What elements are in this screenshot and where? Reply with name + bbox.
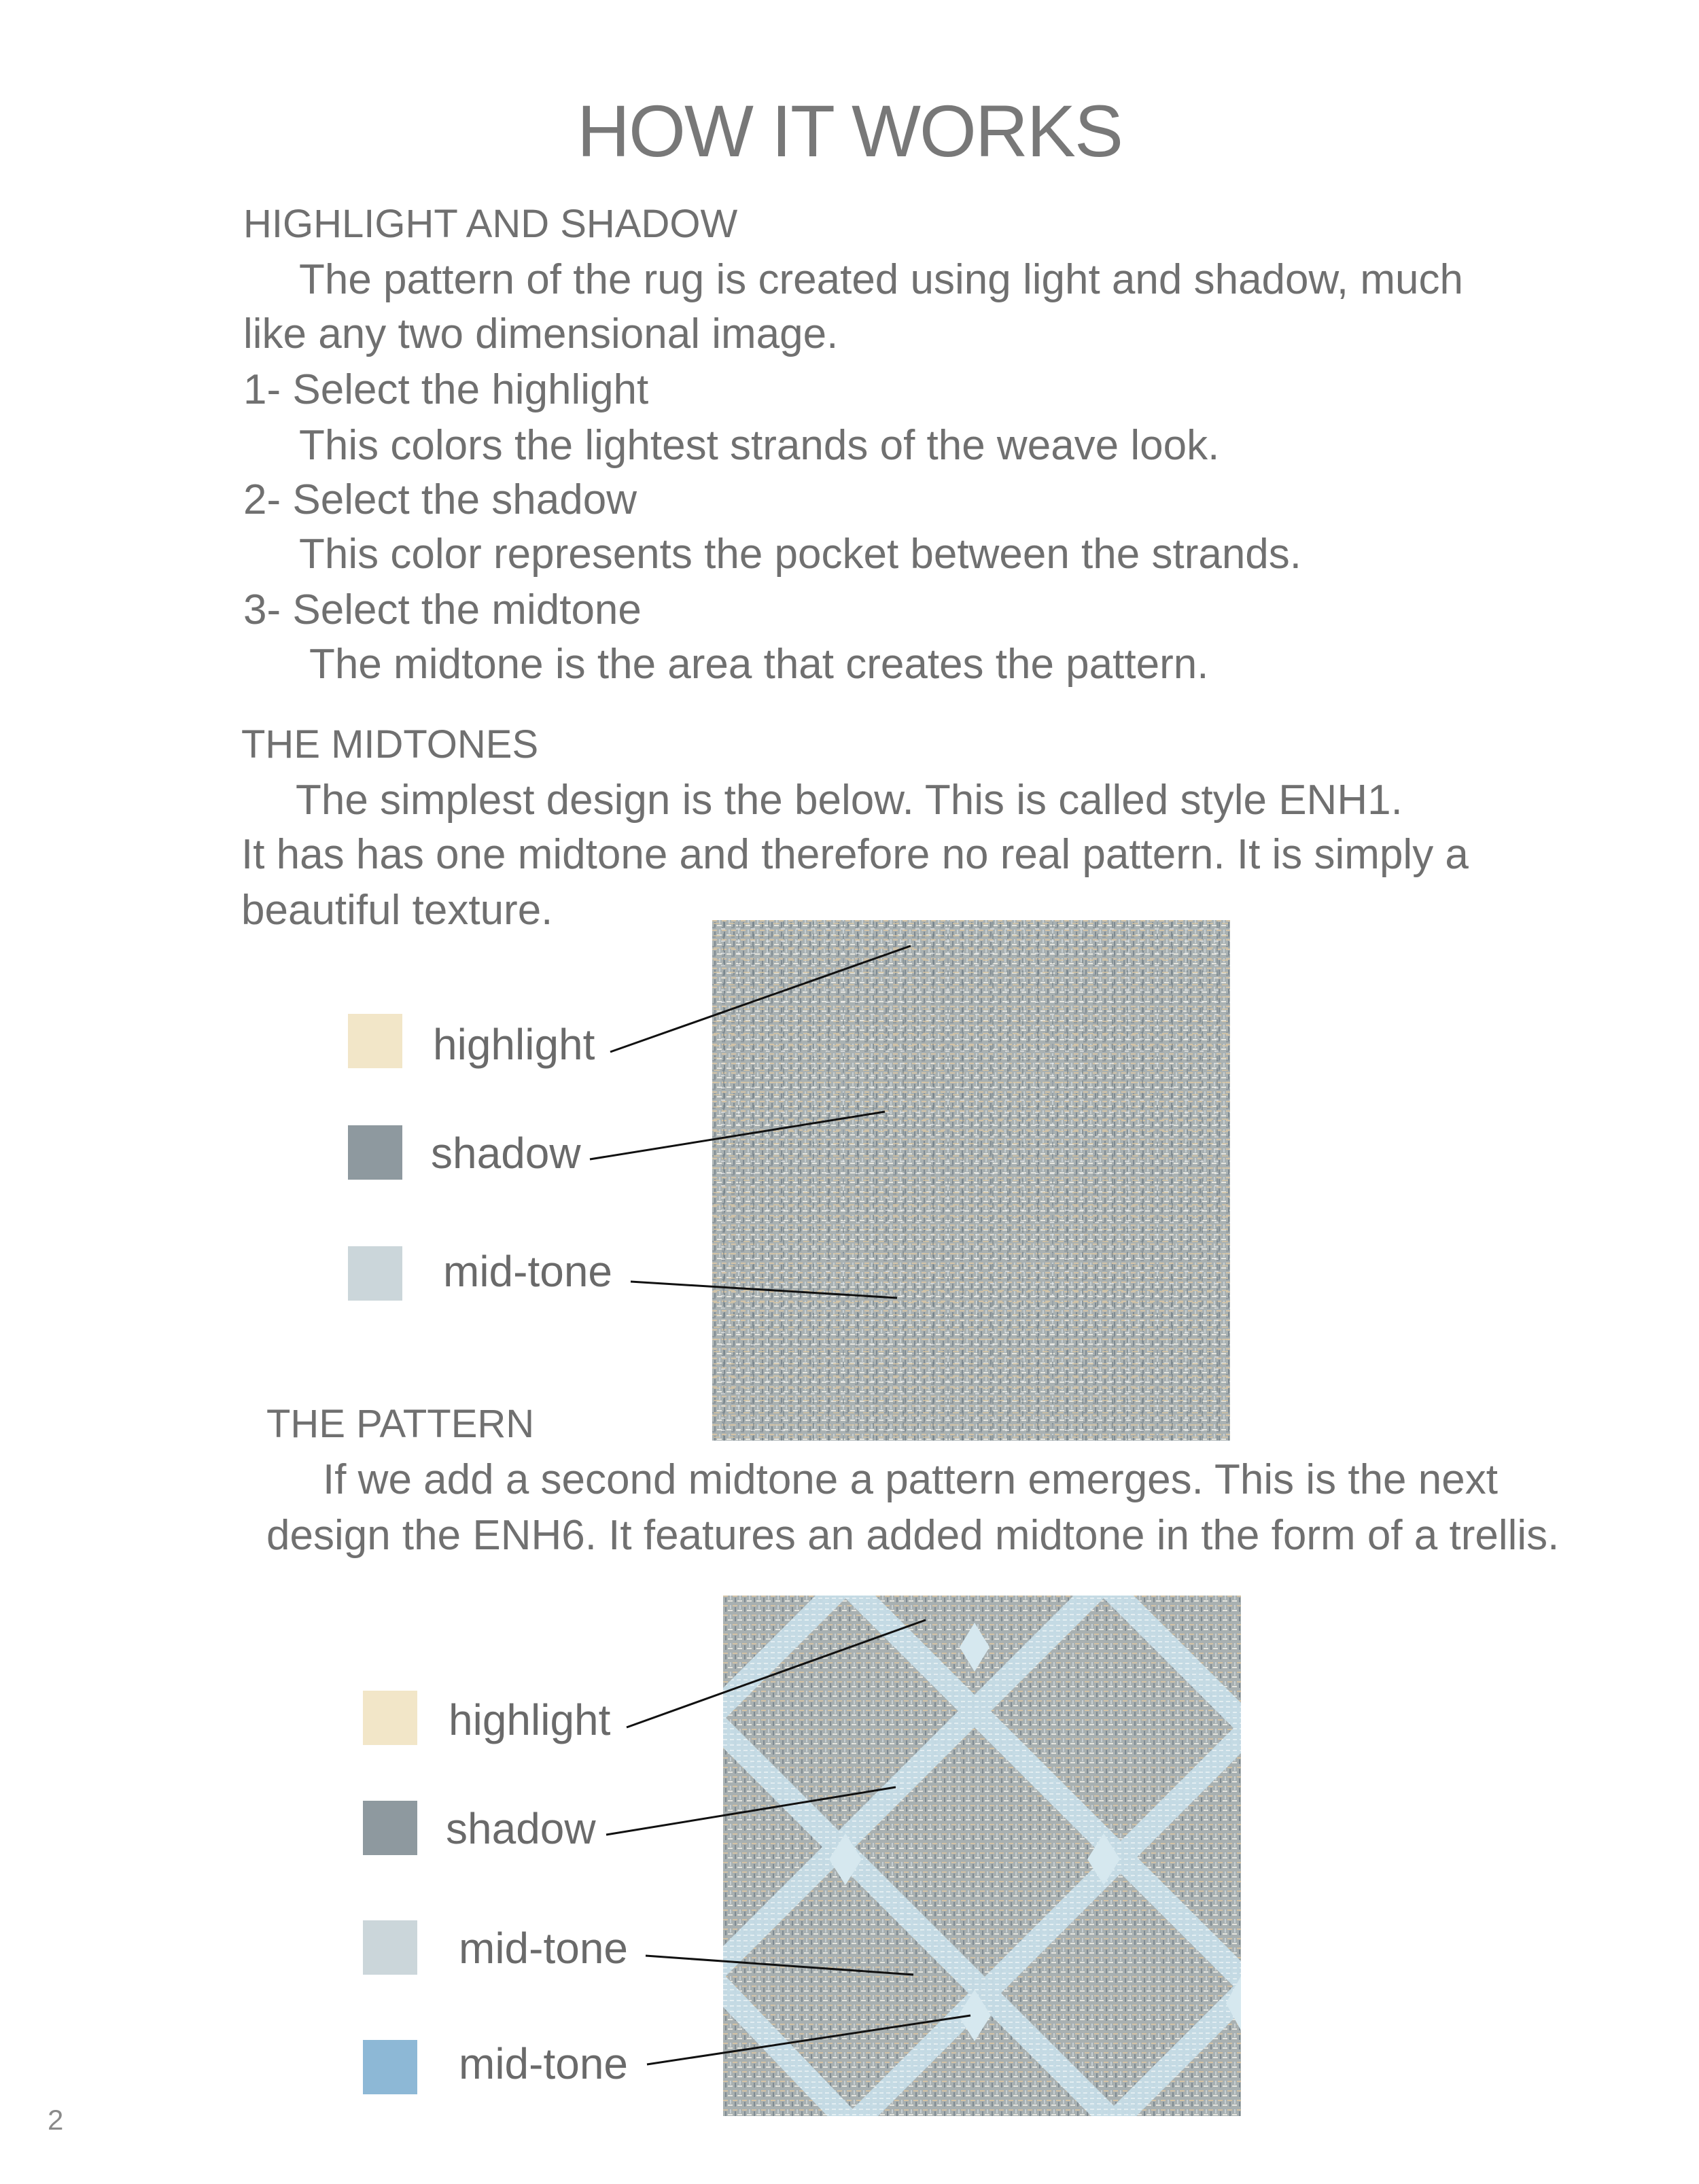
shadow-label-2: shadow — [446, 1804, 596, 1853]
section-heading-highlight-shadow: HIGHLIGHT AND SHADOW — [243, 202, 738, 246]
pattern-line-1: If we add a second midtone a pattern emerges. This is the next — [323, 1456, 1498, 1503]
midtones-line-1: The simplest design is the below. This is called style ENH1. — [296, 777, 1403, 824]
highlight-label-2: highlight — [449, 1695, 611, 1744]
step-2-title: 2- Select the shadow — [243, 476, 637, 523]
leader-line-mid-tone-2 — [646, 1956, 913, 1975]
intro-line-1: The pattern of the rug is created using light and shadow, much — [299, 256, 1463, 303]
step-3-description: The midtone is the area that creates the pattern. — [309, 641, 1209, 688]
highlight-label: highlight — [433, 1020, 595, 1069]
leader-line-shadow — [590, 1112, 885, 1159]
section-heading-midtones: THE MIDTONES — [241, 722, 539, 767]
page-number: 2 — [48, 2104, 64, 2136]
mid-tone-blue-label: mid-tone — [459, 2039, 628, 2088]
leader-line-mid-tone-blue — [647, 2015, 970, 2064]
midtones-line-2: It has has one midtone and therefore no real pattern. It is simply a — [241, 831, 1469, 878]
step-1-title: 1- Select the highlight — [243, 366, 649, 413]
leader-line-highlight-2 — [627, 1620, 926, 1727]
page-title: HOW IT WORKS — [577, 90, 1122, 172]
leader-line-highlight — [610, 946, 911, 1052]
step-3-title: 3- Select the midtone — [243, 586, 642, 633]
mid-tone-label: mid-tone — [443, 1247, 612, 1296]
leader-line-shadow-2 — [606, 1787, 896, 1835]
section-heading-pattern: THE PATTERN — [266, 1402, 535, 1446]
step-1-description: This colors the lightest strands of the weave look. — [299, 422, 1220, 469]
intro-line-2: like any two dimensional image. — [243, 311, 839, 357]
pattern-line-2: design the ENH6. It features an added midtone in the form of a trellis. — [266, 1512, 1560, 1559]
leader-line-mid-tone — [631, 1282, 897, 1298]
step-2-description: This color represents the pocket between the strands. — [299, 531, 1302, 578]
midtones-line-3: beautiful texture. — [241, 887, 553, 934]
mid-tone-label-2: mid-tone — [459, 1924, 628, 1973]
shadow-label: shadow — [431, 1129, 581, 1178]
